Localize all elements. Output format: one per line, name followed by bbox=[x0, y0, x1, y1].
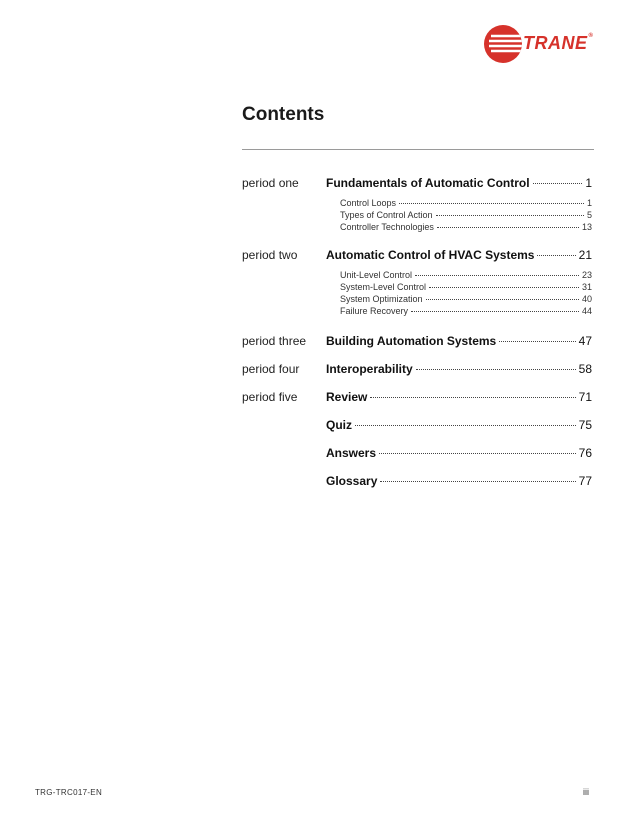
dot-leader bbox=[437, 227, 579, 228]
dot-leader bbox=[499, 341, 575, 342]
dot-leader bbox=[537, 255, 575, 256]
dot-leader bbox=[370, 397, 575, 398]
toc-entry-interoperability[interactable]: Interoperability 58 bbox=[326, 362, 592, 376]
toc-entry-glossary[interactable]: Glossary 77 bbox=[326, 474, 592, 488]
toc-entry-automatic-control-hvac[interactable]: Automatic Control of HVAC Systems 21 bbox=[326, 248, 592, 262]
period-label-two: period two bbox=[242, 248, 298, 262]
dot-leader bbox=[533, 183, 583, 184]
document-id: TRG-TRC017-EN bbox=[35, 788, 103, 797]
dot-leader bbox=[411, 311, 579, 312]
toc-sub-entry-types-of-control-action[interactable]: Types of Control Action 5 bbox=[340, 210, 592, 220]
dot-leader bbox=[379, 453, 576, 454]
toc-sub-entry-failure-recovery[interactable]: Failure Recovery 44 bbox=[340, 306, 592, 316]
toc-sub-entry-unit-level-control[interactable]: Unit-Level Control 23 bbox=[340, 270, 592, 280]
dot-leader bbox=[416, 369, 576, 370]
dot-leader bbox=[399, 203, 584, 204]
dot-leader bbox=[355, 425, 576, 426]
trane-logo bbox=[483, 24, 601, 64]
toc-sub-entry-system-level-control[interactable]: System-Level Control 31 bbox=[340, 282, 592, 292]
trane-logo-text: TRANE® bbox=[523, 33, 594, 53]
dot-leader bbox=[429, 287, 579, 288]
period-label-four: period four bbox=[242, 362, 300, 376]
page-number: iii bbox=[583, 787, 589, 797]
period-label-one: period one bbox=[242, 176, 299, 190]
toc-entry-building-automation-systems[interactable]: Building Automation Systems 47 bbox=[326, 334, 592, 348]
toc-entry-fundamentals[interactable]: Fundamentals of Automatic Control 1 bbox=[326, 176, 592, 190]
period-label-five: period five bbox=[242, 390, 298, 404]
trane-logo-icon bbox=[483, 24, 523, 64]
title-divider bbox=[242, 149, 594, 150]
dot-leader bbox=[380, 481, 575, 482]
toc-sub-entry-system-optimization[interactable]: System Optimization 40 bbox=[340, 294, 592, 304]
dot-leader bbox=[415, 275, 579, 276]
period-label-three: period three bbox=[242, 334, 307, 348]
toc-entry-quiz[interactable]: Quiz 75 bbox=[326, 418, 592, 432]
dot-leader bbox=[436, 215, 584, 216]
page-title: Contents bbox=[242, 104, 325, 125]
toc-sub-entry-control-loops[interactable]: Control Loops 1 bbox=[340, 198, 592, 208]
dot-leader bbox=[426, 299, 579, 300]
toc-sub-entry-controller-technologies[interactable]: Controller Technologies 13 bbox=[340, 222, 592, 232]
toc-entry-review[interactable]: Review 71 bbox=[326, 390, 592, 404]
toc-entry-answers[interactable]: Answers 76 bbox=[326, 446, 592, 460]
